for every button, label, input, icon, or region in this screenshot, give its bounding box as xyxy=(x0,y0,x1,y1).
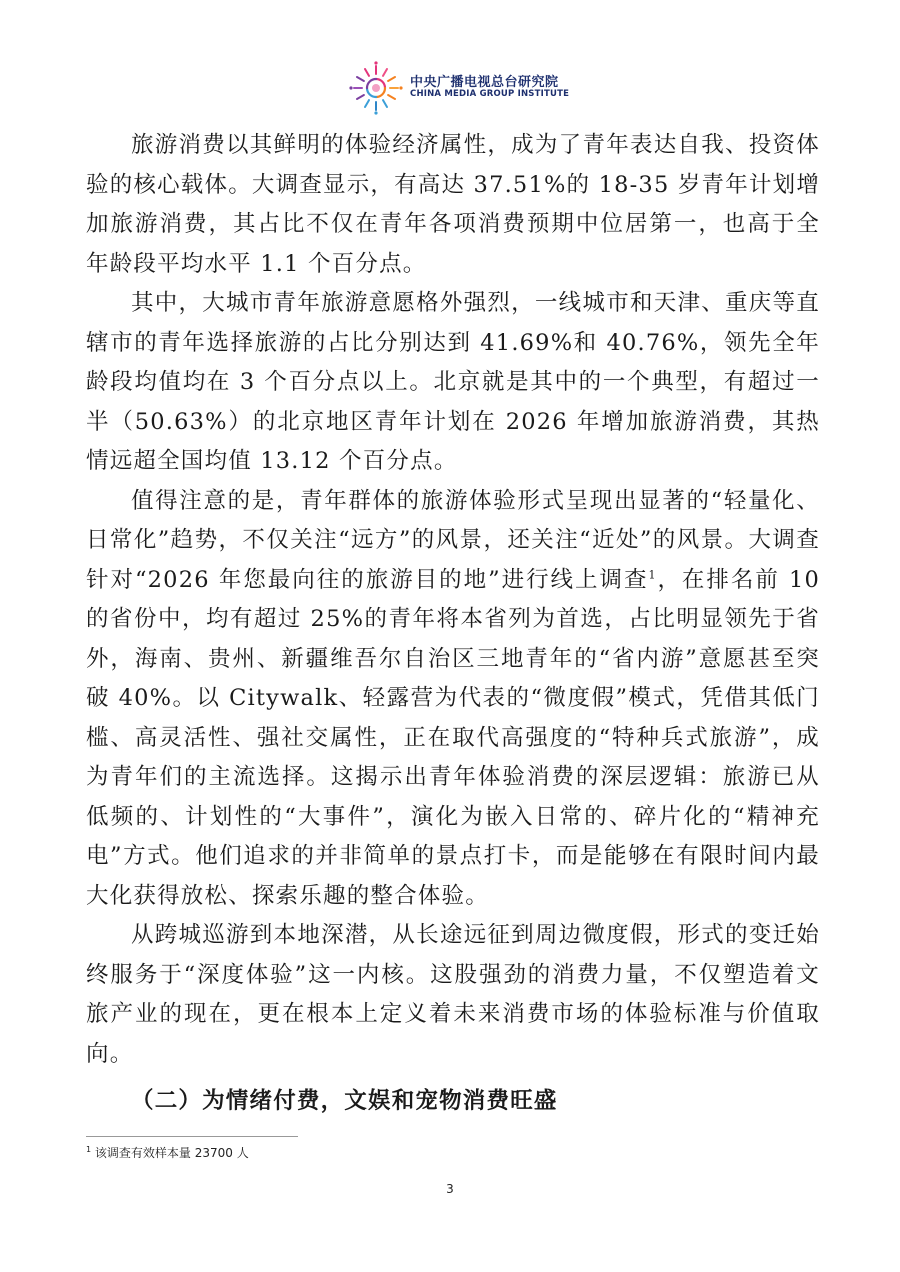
footnote xyxy=(86,1144,249,1161)
cmg-institute-logo-icon xyxy=(348,60,404,116)
paragraph-1: 旅游消费以其鲜明的体验经济属性，成为了青年表达自我、投资体验的核心载体。大调查显示，有高达 37.51%的 18-35 岁青年计划增加旅游消费，其占比不仅在青年各项消费预期中位居第一，也高于全年龄段平均水平 1.1 个百分点。 xyxy=(86,132,821,277)
org-name-cn: 中央广播电视总台研究院 xyxy=(410,75,559,90)
paragraph-2: 其中，大城市青年旅游意愿格外强烈，一线城市和天津、重庆等直辖市的青年选择旅游的占比分别达到 41.69%和 40.76%，领先全年龄段均值均在 3 个百分点以上。北京就是其中的一个典型，有超过一半（50.63%）的北京地区青年计划在 2026 年增加旅游消费，其热情远超全国均值 13.12 个百分点。 xyxy=(86,290,820,474)
footnote-mark: 1 xyxy=(86,1145,92,1154)
org-name-en: CHINA MEDIA GROUP INSTITUTE xyxy=(410,89,570,99)
footnote-divider xyxy=(86,1136,298,1137)
document-body xyxy=(86,126,820,1122)
paragraph-3 xyxy=(86,482,820,917)
footnote-reference[interactable]: 1 xyxy=(648,568,657,581)
section-subheading: （二）为情绪付费，文娱和宠物消费旺盛 xyxy=(131,1088,558,1114)
page-number: 3 xyxy=(446,1182,454,1196)
paragraph-3-text-b: ，在排名前 10 的省份中，均有超过 25%的青年将本省列为首选，占比明显领先于省外，海南、贵州、新疆维吾尔自治区三地青年的“省内游”意愿甚至突破 40%。以 Citywalk、轻露营为代表的“微度假”模式，凭借其低门槛、高灵活性、强社交属性，正在取代高强度的“特种兵式旅游”，成为青年们的主流选择。这揭示出青年体验消费的深层逻辑：旅游已从低频的、计划性的“大事件”，演化为嵌入日常的、碎片化的“精神充电”方式。他们追求的并非简单的景点打卡，而是能够在有限时间内最大化获得放松、探索乐趣的整合体验。 xyxy=(86,566,821,909)
footnote-text: 该调查有效样本量 23700 人 xyxy=(94,1146,249,1160)
page-header xyxy=(348,60,588,116)
paragraph-4: 从跨城巡游到本地深潜，从长途远征到周边微度假，形式的变迁始终服务于“深度体验”这一内核。这股强劲的消费力量，不仅塑造着文旅产业的现在，更在根本上定义着未来消费市场的体验标准与价值取向。 xyxy=(86,922,820,1067)
paragraph-3-text-a: 值得注意的是，青年群体的旅游体验形式呈现出显著的“轻量化、日常化”趋势，不仅关注“远方”的风景，还关注“近处”的风景。大调查针对“2026 年您最向往的旅游目的地”进行线上调查 xyxy=(86,487,820,593)
